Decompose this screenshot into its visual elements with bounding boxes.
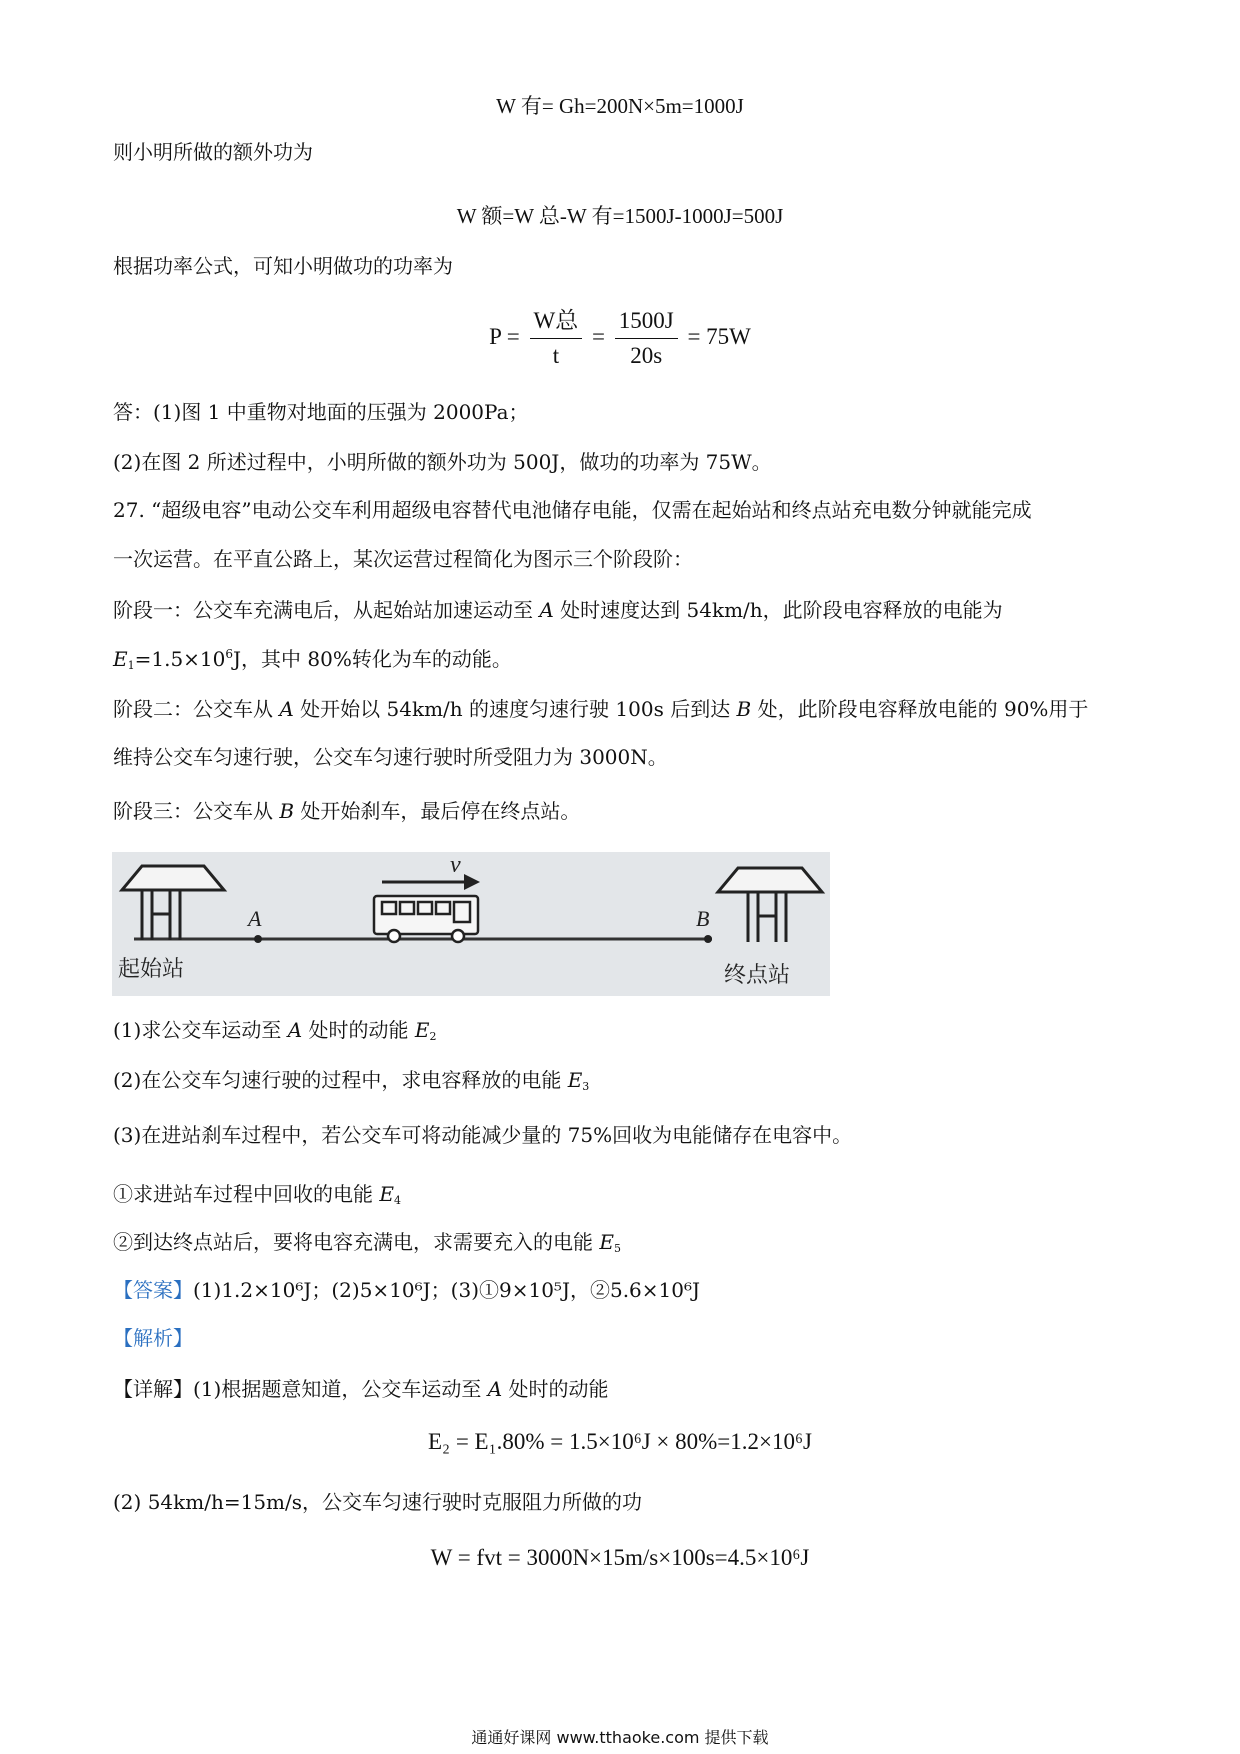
fraction-denominator: t	[552, 343, 560, 369]
start-station-label: 起始站	[118, 957, 185, 982]
fraction-work-over-time	[530, 307, 583, 370]
bus-route-figure	[112, 852, 830, 996]
end-station-label: 终点站	[724, 963, 791, 988]
problem-27-intro: 27. “超级电容”电动公交车利用超级电容替代电池储存电能，仅需在起始站和终点站充电数分钟就能完成	[113, 498, 1032, 522]
stage-three: 阶段三：公交车从 B 处开始刹车，最后停在终点站。	[113, 799, 581, 823]
equation-useful-work: W 有= Gh=200N×5m=1000J	[496, 94, 744, 118]
answer-section	[113, 1276, 700, 1304]
equation-work: W = fvt = 3000N×15m/s×100s=4.5×10⁶J	[430, 1545, 810, 1570]
fraction-values	[615, 307, 678, 370]
answer-tag: 【答案】	[113, 1278, 193, 1302]
power-lhs: P =	[489, 324, 520, 349]
text-line: 则小明所做的额外功为	[113, 140, 313, 164]
bus-route-diagram	[112, 852, 830, 996]
detail-line: 【详解】(1)根据题意知道，公交车运动至 A 处时的动能	[113, 1377, 609, 1401]
question-3-part-2: ②到达终点站后，要将电容充满电，求需要充入的电能 $E_5$	[113, 1230, 621, 1255]
question-1: (1)求公交车运动至 A 处时的动能 $E_2$	[113, 1018, 437, 1043]
text-line: 一次运营。在平直公路上，某次运营过程简化为图示三个阶段阶：	[113, 547, 693, 571]
power-rhs: = 75W	[687, 324, 751, 349]
stage-two: 阶段二：公交车从 A 处开始以 54km/h 的速度匀速行驶 100s 后到达 B 处，此阶段电容释放电能的 90%用于	[113, 697, 1089, 721]
page-footer: 通通好课网 www.tthaoke.com 提供下载	[471, 1728, 769, 1747]
text-line: 根据功率公式，可知小明做功的功率为	[113, 254, 453, 278]
bus-icon	[374, 896, 478, 942]
answer-text: (1)1.2×10⁶J；(2)5×10⁶J；(3)①9×10⁵J，②5.6×10⁶J	[193, 1278, 701, 1302]
question-3-part-1: ①求进站车过程中回收的电能 $E_4$	[113, 1182, 401, 1207]
stage-one: 阶段一：公交车充满电后，从起始站加速运动至 A 处时速度达到 54km/h，此阶段电容释放的电能为	[113, 598, 1003, 622]
point-a-marker	[254, 935, 262, 943]
fraction-numerator: 1500J	[615, 307, 678, 339]
equation-kinetic-energy: E₂ = E₁.80% = 1.5×10⁶J × 80%=1.2×10⁶J	[428, 1429, 812, 1454]
answer-line: (2)在图 2 所述过程中，小明所做的额外功为 500J，做功的功率为 75W。	[113, 450, 772, 474]
answer-line: 答：(1)图 1 中重物对地面的压强为 2000Pa；	[113, 400, 529, 424]
stage-one-energy: $E_1=1.5\times 10^6J$，其中 80%转化为车的动能。	[113, 647, 512, 672]
text-line: (2) 54km/h=15m/s，公交车匀速行驶时克服阻力所做的功	[113, 1490, 643, 1514]
fraction-denominator: 20s	[630, 343, 663, 369]
point-a-label: A	[248, 906, 262, 931]
text-line: 维持公交车匀速行驶，公交车匀速行驶时所受阻力为 3000N。	[113, 745, 668, 769]
point-b-label: B	[696, 906, 710, 931]
analysis-tag: 【解析】	[113, 1326, 193, 1350]
question-2: (2)在公交车匀速行驶的过程中，求电容释放的电能 $E_3$	[113, 1068, 590, 1093]
point-b-marker	[704, 935, 712, 943]
equation-extra-work: W 额=W 总-W 有=1500J-1000J=500J	[456, 204, 784, 228]
equation-power: P = $\frac{\text{W总}}{t}$ = $\frac{1500J}{20s}$ = 75W	[489, 308, 751, 369]
question-3: (3)在进站刹车过程中，若公交车可将动能减少量的 75%回收为电能储存在电容中。	[113, 1123, 853, 1147]
fraction-numerator: W总	[530, 307, 583, 339]
velocity-label: v	[450, 852, 461, 878]
